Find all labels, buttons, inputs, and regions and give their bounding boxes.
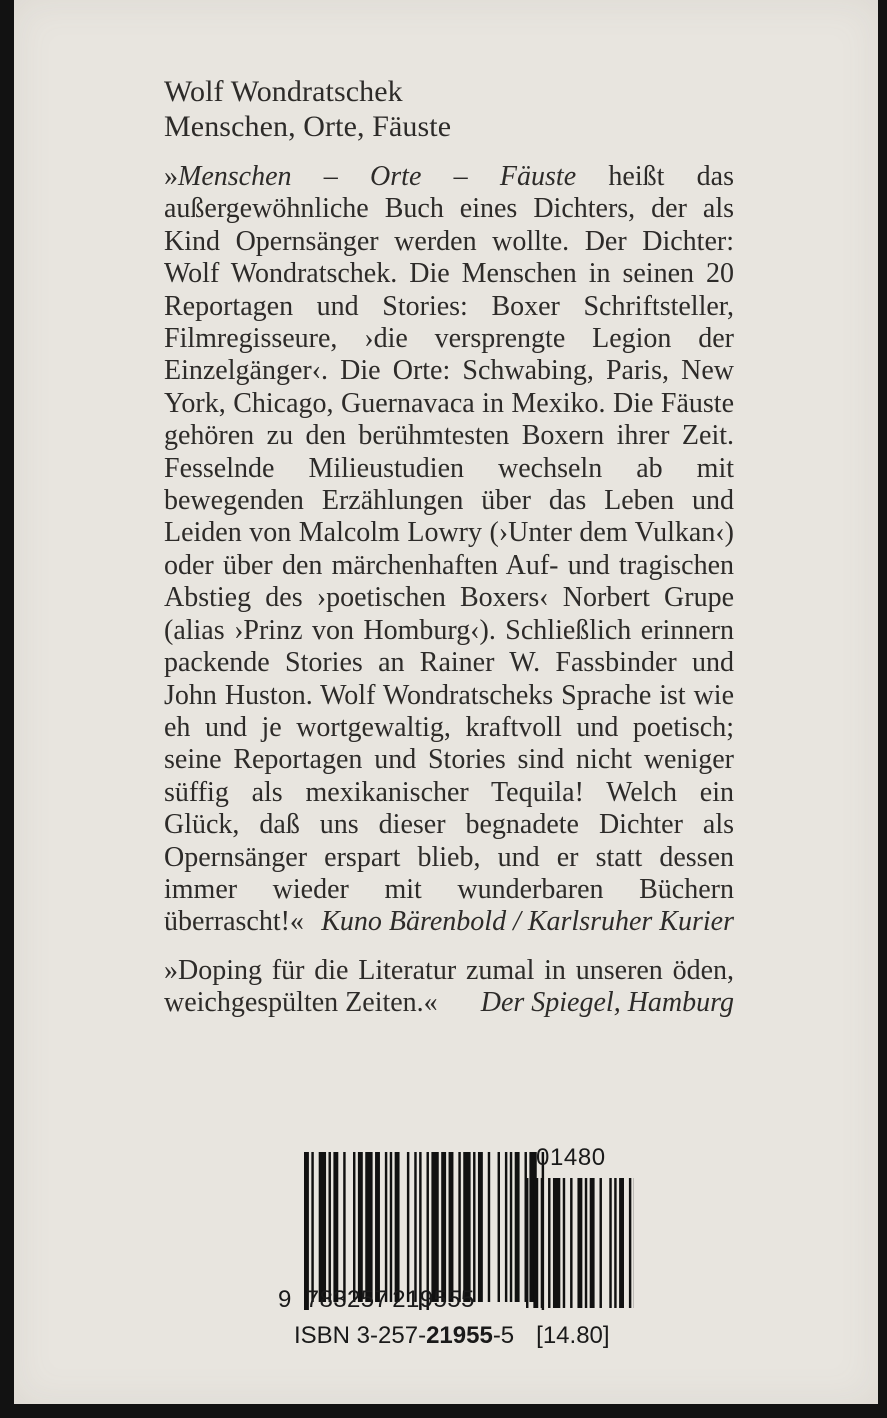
isbn-bold: 21955 [426,1322,493,1349]
ean-right-group: 219555 [392,1286,475,1313]
isbn-prefix: ISBN 3-257- [294,1322,427,1349]
barcode-addon-bar [590,1178,595,1308]
barcode-bar [395,1152,400,1302]
blurb-body: heißt das außergewöhnliche Buch eines Dichters, der als Kind Opernsänger werden wollte. Der Dichter: Wolf Wondratschek. Die Menschen in seinen 20 Reportagen und Stories: Boxer Schriftsteller, Filmregisseure, ›die versprengte Legion der Einzelgänger‹. Die Orte: Schwabing, Paris, New York, Chicago, Guernavaca in Mexiko. Die Fäuste gehören zu den berühmtesten Boxern ihrer Zeit. Fesselnde Milieustudien wechseln ab mit bewegenden Erzählungen über das Leben und Leiden von Malcolm Lowry (›Unter dem Vulkan‹) oder über den märchenhaften Auf- und tragischen Abstieg des ›poetischen Boxers‹ Norbert Grupe (alias ›Prinz von Homburg‹). Schließlich erinnern packende Stories an Rainer W. Fassbinder und John Huston. Wolf Wondratscheks Sprache ist wie eh und je wortgewaltig, kraftvoll und poetisch; seine Reportagen und Stories sind nicht weniger süffig als mexikanischer Tequila! Welch ein Glück, daß uns dieser begnadete Dichter als Opernsänger erspart blieb, und er statt dessen immer wieder mit wunderbaren Büchern überrascht!« [164,161,734,938]
isbn-line [294,1322,610,1350]
book-back-cover [14,0,878,1404]
blurb-italic-title: Menschen – Orte – Fäuste [178,161,577,192]
barcode-bar [319,1152,326,1302]
barcode-bar [458,1152,460,1302]
ean-left-group: 783257 [305,1286,389,1313]
barcode-ean-digits [278,1286,475,1314]
barcode-addon-bar [609,1178,611,1308]
barcode-bar [311,1152,313,1302]
barcode-addon-bar [614,1178,616,1308]
isbn-suffix: -5 [492,1322,515,1349]
barcode-addon-number: 01480 [536,1144,606,1171]
barcode-bar [358,1152,363,1302]
blurb-paragraph [164,161,734,939]
review-paragraph [164,955,734,1020]
barcode-bar [414,1152,416,1302]
barcode-bar [343,1152,345,1302]
barcode-addon-bar [629,1178,631,1308]
barcode-addon-bar [577,1178,582,1308]
barcode-bar [515,1152,520,1302]
barcode-addon-bar [553,1178,560,1308]
barcode-addon-bar [526,1178,528,1308]
barcode-addon-bar [533,1178,538,1308]
barcode-bar [463,1152,470,1302]
barcode-bar [329,1152,331,1302]
text-block [164,74,734,1020]
barcode-addon-bar [563,1178,565,1308]
barcode-bar [407,1152,409,1302]
barcode-bar [510,1152,512,1302]
barcode-bar [441,1152,446,1302]
barcode-bar [390,1152,392,1302]
barcode [278,1140,634,1355]
barcode-bar [478,1152,483,1302]
barcode-bar [473,1152,475,1302]
barcode-bar [385,1152,387,1302]
barcode-addon-bar [619,1178,624,1308]
ean-first-digit: 9 [278,1286,292,1313]
barcode-bar [449,1152,454,1302]
barcode-addon-bar [585,1178,587,1308]
barcode-addon-bar [570,1178,572,1308]
price: [14.80] [536,1322,610,1349]
barcode-bar [365,1152,372,1302]
barcode-bar [498,1152,500,1302]
barcode-bar [375,1152,380,1302]
barcode-bar [353,1152,355,1302]
blurb-quote-open: » [164,161,178,192]
barcode-addon-bar [600,1178,602,1308]
barcode-addon-bar [548,1178,550,1308]
book-title: Menschen, Orte, Fäuste [164,110,452,143]
review-attribution: Der Spiegel, Hamburg [480,987,734,1019]
barcode-addon-bar [541,1178,543,1308]
author-name: Wolf Wondratschek [164,75,403,108]
review-text: »Doping für die Literatur zumal in unseren öden, weichgespülten Zeiten.« [164,954,734,1019]
barcode-bar [431,1152,438,1302]
barcode-bar [333,1152,338,1302]
barcode-bar [488,1152,490,1302]
blurb-attribution: Kuno Bärenbold / Karlsruher Kurier [321,906,734,938]
barcode-bar [505,1152,507,1302]
